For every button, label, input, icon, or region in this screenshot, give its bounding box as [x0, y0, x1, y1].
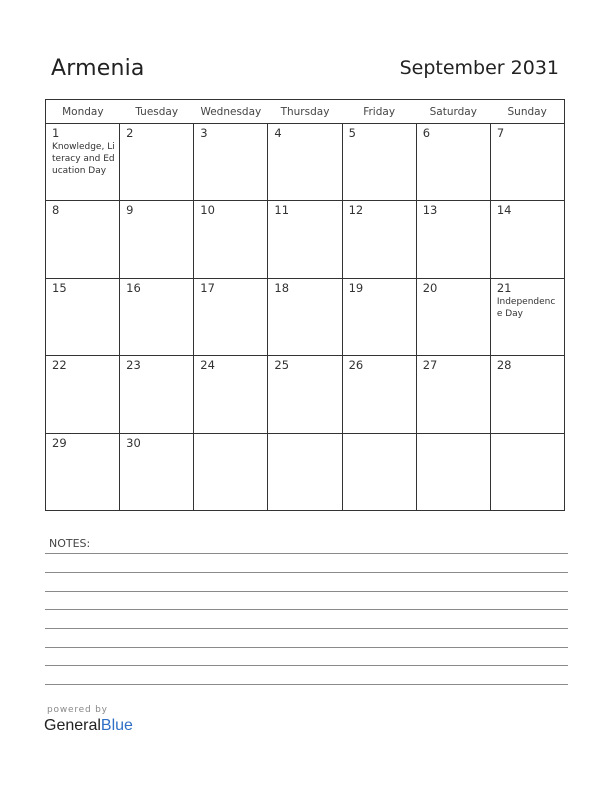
calendar-day-cell[interactable] [46, 433, 120, 510]
weekday-header: Sunday [490, 100, 564, 124]
calendar-day-cell[interactable] [46, 124, 120, 201]
calendar-day-cell[interactable] [416, 433, 490, 510]
brand-general-text: General [44, 717, 101, 734]
note-line [45, 665, 568, 666]
day-number: 13 [422, 203, 438, 218]
day-number: 9 [126, 203, 134, 218]
calendar-day-cell[interactable] [490, 278, 564, 355]
weekday-header: Friday [342, 100, 416, 124]
day-number: 23 [126, 358, 141, 373]
calendar-day-cell[interactable] [268, 433, 342, 510]
calendar-day-cell[interactable] [194, 124, 268, 201]
calendar-week-row [46, 433, 565, 510]
day-number: 15 [52, 280, 67, 295]
day-number: 22 [52, 358, 67, 373]
calendar-day-cell[interactable] [342, 201, 416, 278]
day-number: 14 [496, 203, 512, 218]
powered-by-text: powered by [47, 705, 108, 715]
month-year-title: September 2031 [399, 57, 559, 79]
calendar-day-cell[interactable] [46, 356, 120, 433]
weekday-header: Wednesday [194, 100, 268, 124]
calendar-day-cell[interactable] [120, 201, 194, 278]
generalblue-logo[interactable] [44, 717, 133, 735]
calendar-day-cell[interactable] [416, 201, 490, 278]
calendar-day-cell[interactable] [490, 433, 564, 510]
day-number: 28 [496, 358, 512, 373]
calendar-day-cell[interactable] [342, 356, 416, 433]
day-number: 1 [52, 126, 60, 140]
calendar-week-row [46, 201, 565, 278]
day-number: 12 [348, 203, 364, 218]
calendar-day-cell[interactable] [268, 356, 342, 433]
calendar-day-cell[interactable] [342, 278, 416, 355]
holiday-label: Independence Day [496, 296, 556, 319]
calendar-day-cell[interactable] [490, 201, 564, 278]
weekday-header: Monday [46, 100, 120, 124]
day-number: 4 [274, 126, 282, 140]
note-line [45, 572, 568, 573]
country-title: Armenia [51, 56, 145, 81]
calendar-day-cell[interactable] [342, 433, 416, 510]
calendar-grid [45, 99, 565, 511]
day-number: 21 [496, 280, 512, 295]
weekday-header: Tuesday [120, 100, 194, 124]
day-number: 30 [126, 435, 141, 450]
day-number: 2 [126, 126, 134, 140]
day-number: 16 [126, 280, 141, 295]
calendar-day-cell[interactable] [268, 278, 342, 355]
note-line [45, 609, 568, 610]
weekday-header: Thursday [268, 100, 342, 124]
day-number: 7 [496, 126, 505, 140]
note-line [45, 591, 568, 592]
calendar-day-cell[interactable] [120, 124, 194, 201]
day-number: 25 [274, 358, 290, 373]
calendar-day-cell[interactable] [268, 124, 342, 201]
brand-blue-text: Blue [100, 717, 133, 734]
holiday-label: Knowledge, Literacy and Education Day [52, 142, 115, 176]
note-line [45, 553, 568, 554]
day-number: 29 [52, 435, 67, 450]
note-line [45, 684, 568, 685]
day-number: 11 [274, 203, 290, 218]
day-number: 6 [422, 126, 431, 140]
calendar-week-row [46, 278, 565, 355]
day-number: 19 [348, 280, 364, 295]
day-number: 24 [200, 358, 215, 373]
calendar-day-cell[interactable] [342, 124, 416, 201]
day-number: 27 [422, 358, 438, 373]
day-number: 20 [422, 280, 438, 295]
day-number: 10 [200, 203, 215, 218]
calendar-day-cell[interactable] [120, 356, 194, 433]
day-number: 8 [52, 203, 60, 218]
calendar-day-cell[interactable] [194, 201, 268, 278]
calendar-day-cell[interactable] [120, 433, 194, 510]
calendar-day-cell[interactable] [46, 201, 120, 278]
note-line [45, 647, 568, 648]
calendar-day-cell[interactable] [120, 278, 194, 355]
calendar-day-cell[interactable] [416, 356, 490, 433]
day-number: 17 [200, 280, 215, 295]
day-number: 26 [348, 358, 364, 373]
weekday-header: Saturday [416, 100, 490, 124]
calendar-day-cell[interactable] [194, 433, 268, 510]
calendar-day-cell[interactable] [268, 201, 342, 278]
calendar-day-cell[interactable] [416, 124, 490, 201]
calendar-day-cell[interactable] [416, 278, 490, 355]
day-number: 5 [348, 126, 356, 140]
calendar-day-cell[interactable] [490, 124, 564, 201]
calendar-day-cell[interactable] [194, 278, 268, 355]
calendar-week-row [46, 124, 565, 201]
day-number: 3 [200, 126, 208, 140]
weekday-header-row [46, 100, 565, 124]
calendar-day-cell[interactable] [194, 356, 268, 433]
day-number: 18 [274, 280, 290, 295]
notes-label: NOTES: [49, 537, 91, 550]
calendar-week-row [46, 356, 565, 433]
calendar-day-cell[interactable] [490, 356, 564, 433]
calendar-day-cell[interactable] [46, 278, 120, 355]
note-line [45, 628, 568, 629]
